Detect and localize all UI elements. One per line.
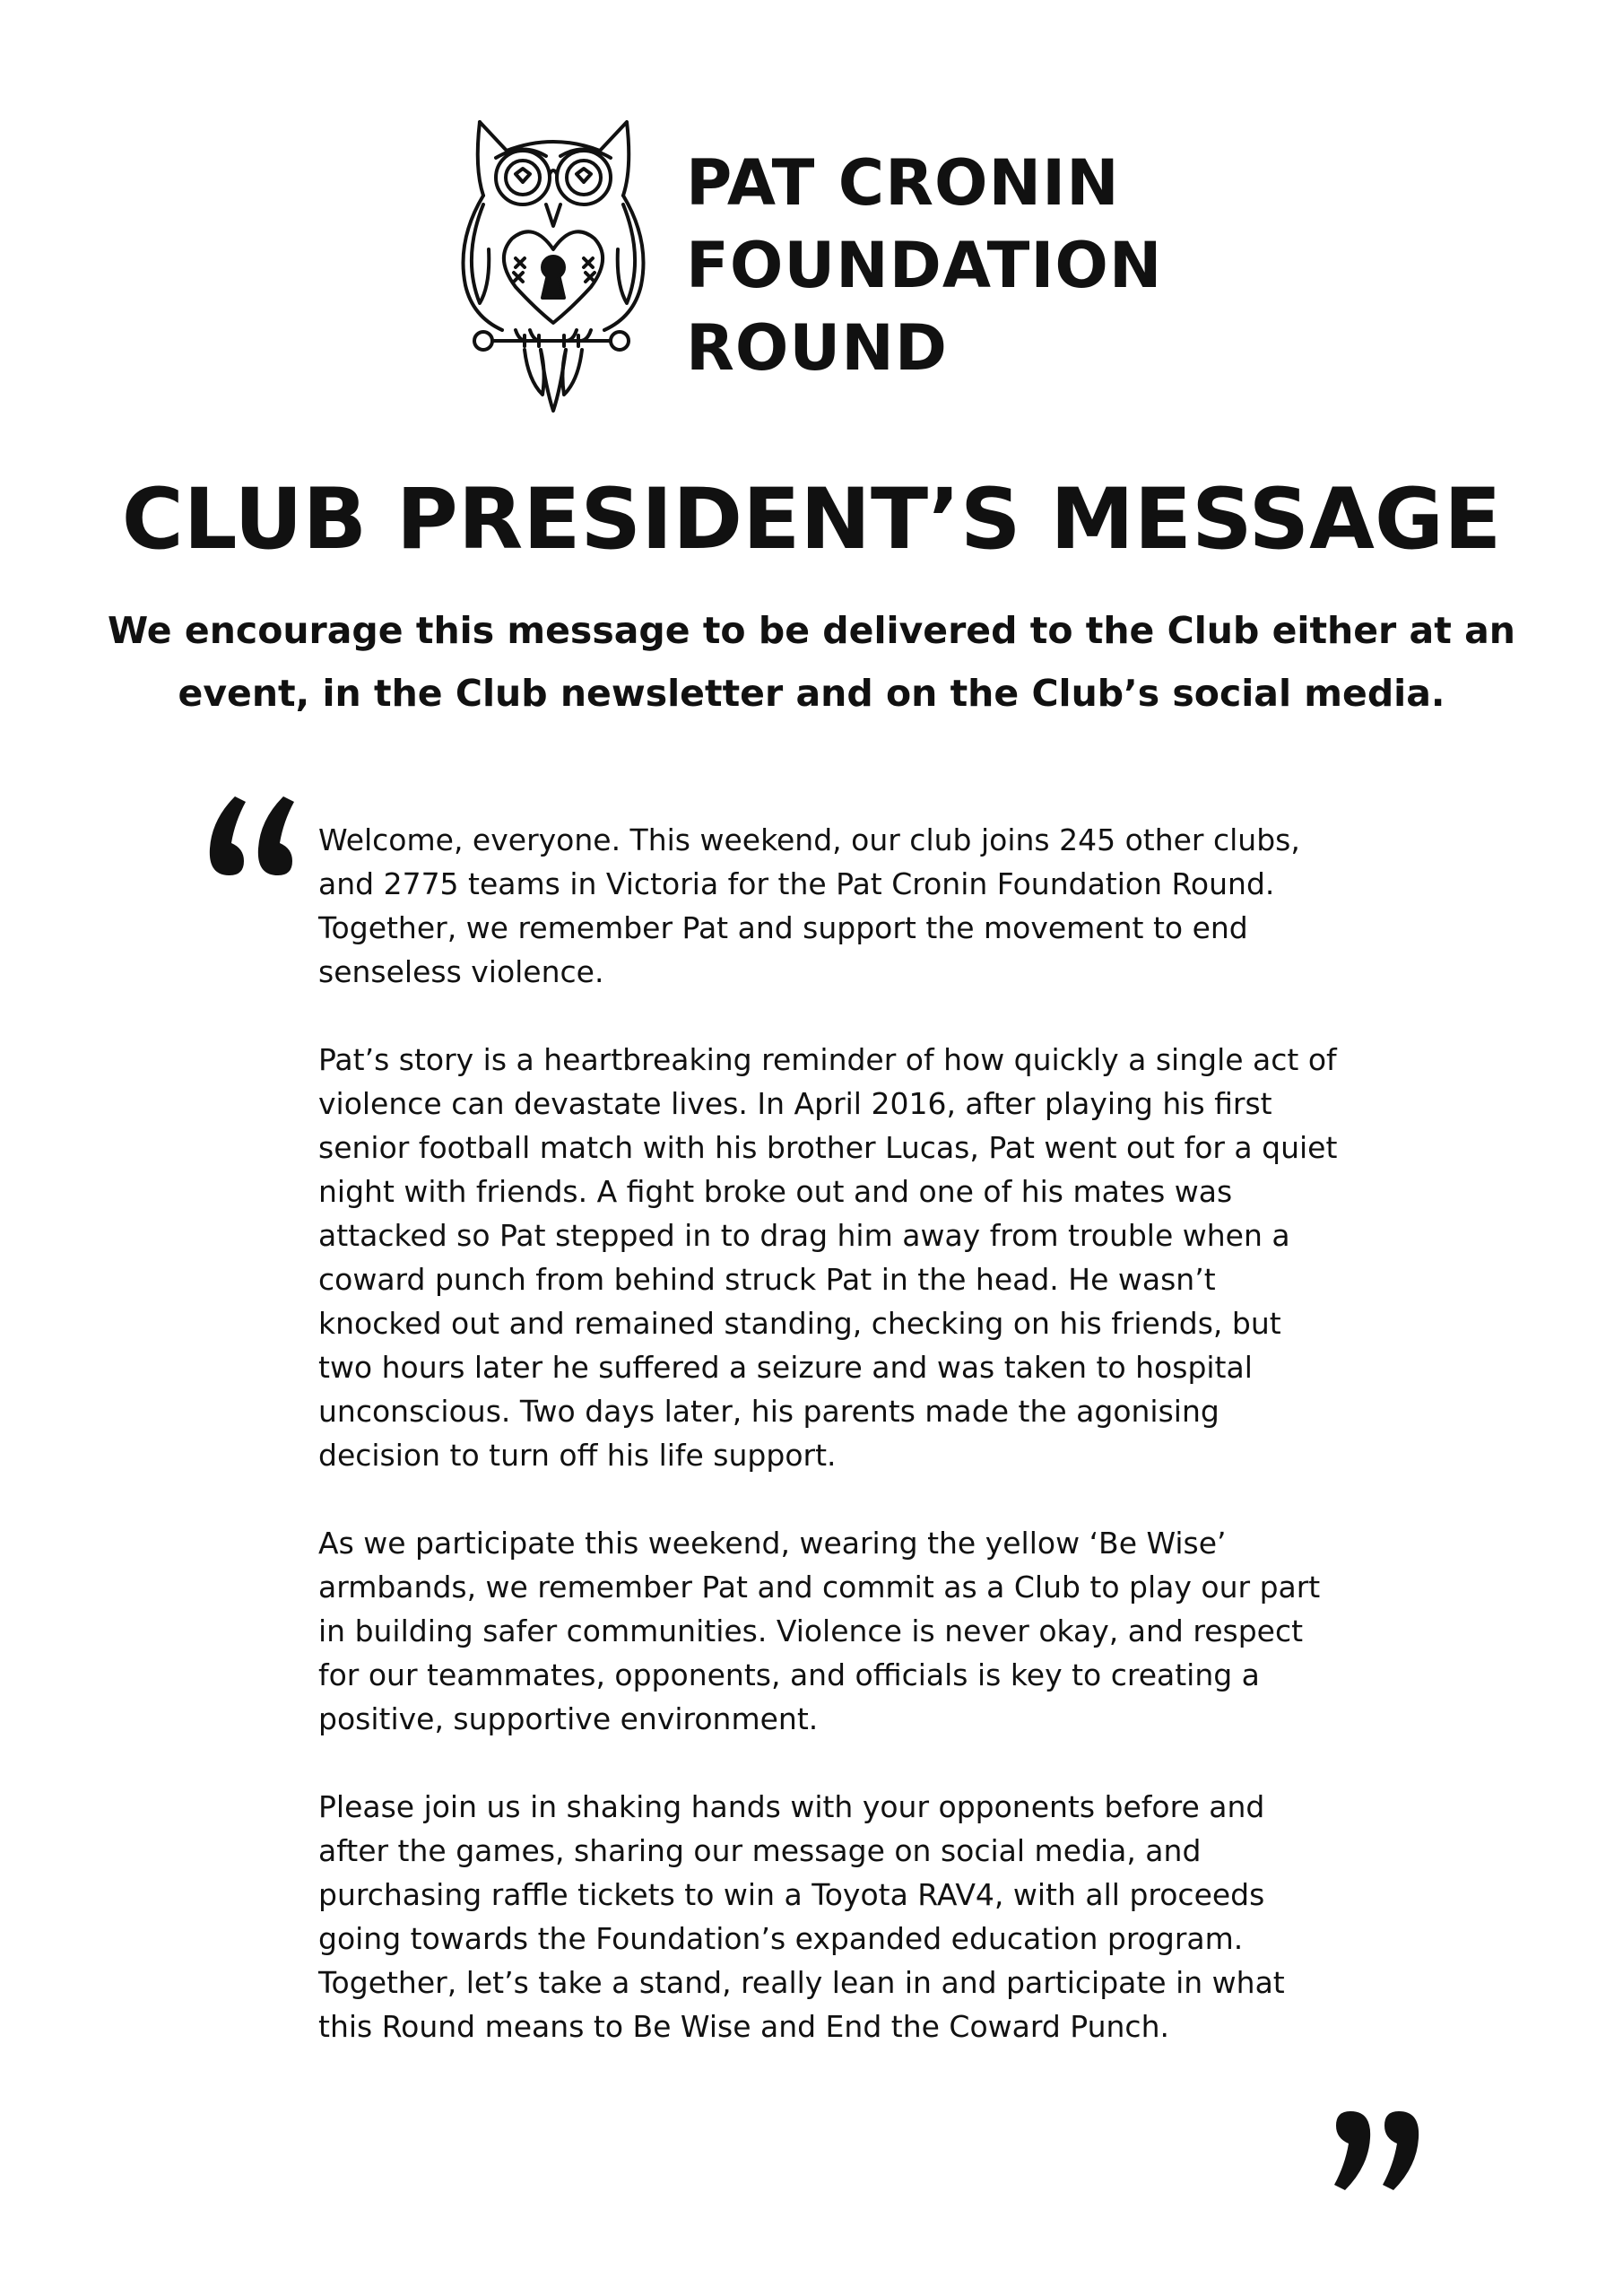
- foundation-round-title: [686, 142, 1162, 389]
- message-paragraph: As we participate this weekend, wearing the yellow ‘Be Wise’ armbands, we remember Pat and commit as a Club to play our part in building safer communities. Violence is never okay, and respect for our teammates, opponents, and officials is key to creating a positive, supportive environment.: [318, 1526, 1321, 1736]
- message-paragraph: Please join us in shaking hands with your opponents before and after the games, sharing our message on social media, and purchasing raffle tickets to win a Toyota RAV4, with all proceeds going towards the Foundation’s expanded education program. Together, let’s take a stand, really lean in and participate in what this Round means to Be Wise and End the Coward Punch.: [318, 1789, 1285, 2044]
- message-body: [318, 818, 1341, 2092]
- brand-line: ROUND: [686, 311, 948, 385]
- quote-open-icon: [197, 789, 296, 879]
- message-paragraph: Pat’s story is a heartbreaking reminder of how quickly a single act of violence can devastate lives. In April 2016, after playing his first senior football match with his brother Lucas, Pat went out for a quiet night with friends. A fight broke out and one of his mates was attacked so Pat stepped in to drag him away from trouble when a coward punch from behind struck Pat in the head. He wasn’t knocked out and remained standing, checking on his friends, but two hours later he suffered a seizure and was taken to hospital unconscious. Two days later, his parents made the agonising decision to turn off his life support.: [318, 1042, 1338, 1473]
- page-title: CLUB PRESIDENT’S MESSAGE: [121, 471, 1502, 569]
- page-subtitle: We encourage this message to be delivered to the Club either at an event, in the Club newsletter and on the Club’s social media.: [108, 609, 1515, 715]
- owl-logo-icon: [453, 115, 654, 413]
- brand-line: FOUNDATION: [686, 229, 1163, 302]
- brand-line: PAT CRONIN: [686, 146, 1120, 220]
- message-paragraph: Welcome, everyone. This weekend, our club joins 245 other clubs, and 2775 teams in Victoria for the Pat Cronin Foundation Round. Together, we remember Pat and support the movement to end senseless violence.: [318, 822, 1300, 989]
- quote-close-icon: [1329, 2108, 1428, 2197]
